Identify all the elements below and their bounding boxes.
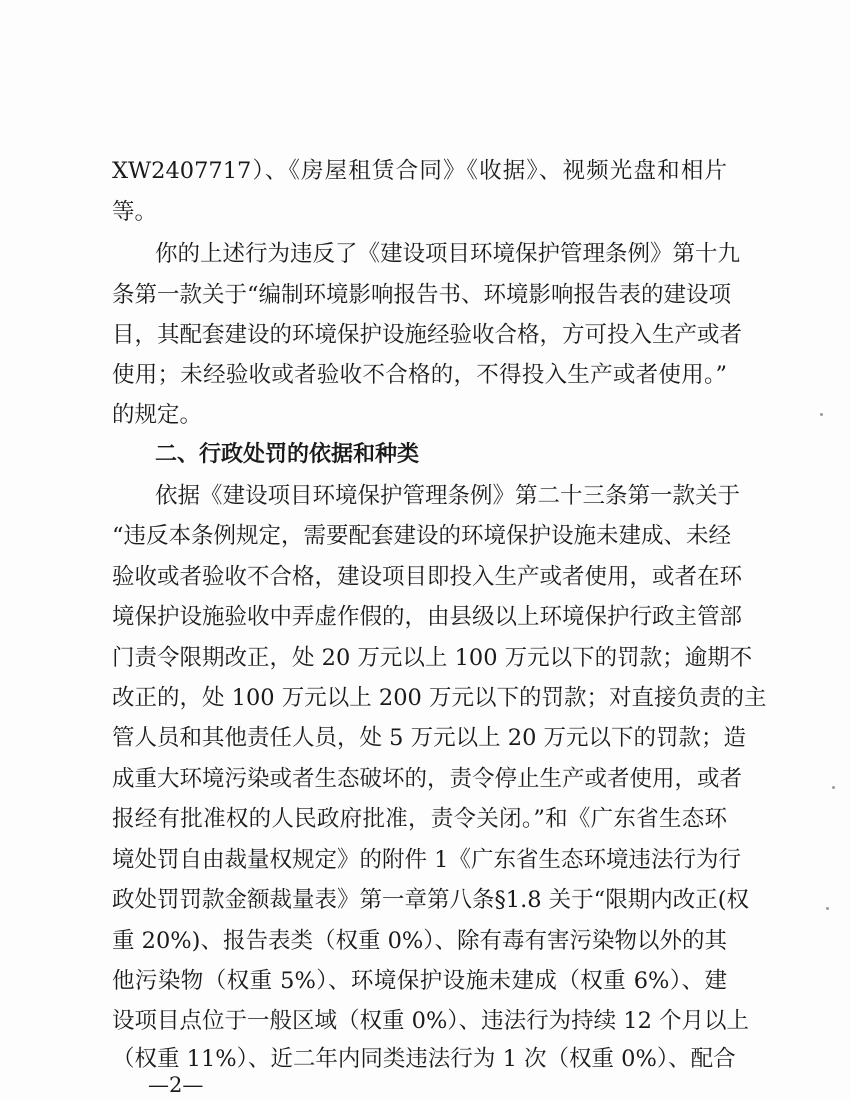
text-line: （权重 11%）、近二年内同类违法行为 1 次（权重 0%）、配合 xyxy=(112,1046,736,1072)
text-line: 境处罚自由裁量权规定》的附件 1《广东省生态环境违法行为行 xyxy=(112,847,741,873)
text-line: 报经有批准权的人民政府批准，责令关闭。”和《广东省生态环 xyxy=(112,806,727,832)
scan-speck xyxy=(826,907,829,910)
text-line: “违反本条例规定，需要配套建设的环境保护设施未建成、未经 xyxy=(112,523,732,549)
text-line: 目，其配套建设的环境保护设施经验收合格，方可投入生产或者 xyxy=(112,322,743,348)
text-line: 政处罚罚款金额裁量表》第一章第八条§1.8 关于“限期内改正(权 xyxy=(112,887,749,913)
scan-speck xyxy=(832,786,835,789)
paragraph-start-line: 依据《建设项目环境保护管理条例》第二十三条第一款关于 xyxy=(155,483,741,509)
text-line: 条第一款关于“编制环境影响报告书、环境影响报告表的建设项 xyxy=(112,282,732,308)
text-line: 重 20%)、报告表类（权重 0%）、除有毒有害污染物以外的其 xyxy=(112,928,728,954)
paragraph-start-line: 你的上述行为违反了《建设项目环境保护管理条例》第十九 xyxy=(155,241,741,267)
text-line: 管人员和其他责任人员，处 5 万元以上 20 万元以下的罚款；造 xyxy=(112,725,747,751)
text-line: 成重大环境污染或者生态破坏的，责令停止生产或者使用，或者 xyxy=(112,766,743,792)
text-line: XW2407717）、《房屋租赁合同》《收据》、视频光盘和相片 xyxy=(112,158,727,184)
section-heading: 二、行政处罚的依据和种类 xyxy=(155,442,420,467)
page-number: —2— xyxy=(148,1073,204,1097)
text-line: 境保护设施验收中弄虚作假的，由县级以上环境保护行政主管部 xyxy=(112,604,743,630)
scan-speck xyxy=(820,413,823,416)
text-line: 使用；未经验收或者验收不合格的，不得投入生产或者使用。” xyxy=(112,362,727,388)
text-line: 他污染物（权重 5%）、环境保护设施未建成（权重 6%）、建 xyxy=(112,968,727,994)
text-line: 设项目点位于一般区域（权重 0%）、违法行为持续 12 个月以上 xyxy=(112,1008,750,1034)
text-line: 验收或者验收不合格，建设项目即投入生产或者使用，或者在环 xyxy=(112,564,743,590)
text-line: 的规定。 xyxy=(112,402,203,428)
text-line: 门责令限期改正，处 20 万元以上 100 万元以下的罚款；逾期不 xyxy=(112,645,753,671)
text-line: 等。 xyxy=(112,199,158,225)
text-line: 改正的，处 100 万元以上 200 万元以下的罚款；对直接负责的主 xyxy=(112,685,767,711)
